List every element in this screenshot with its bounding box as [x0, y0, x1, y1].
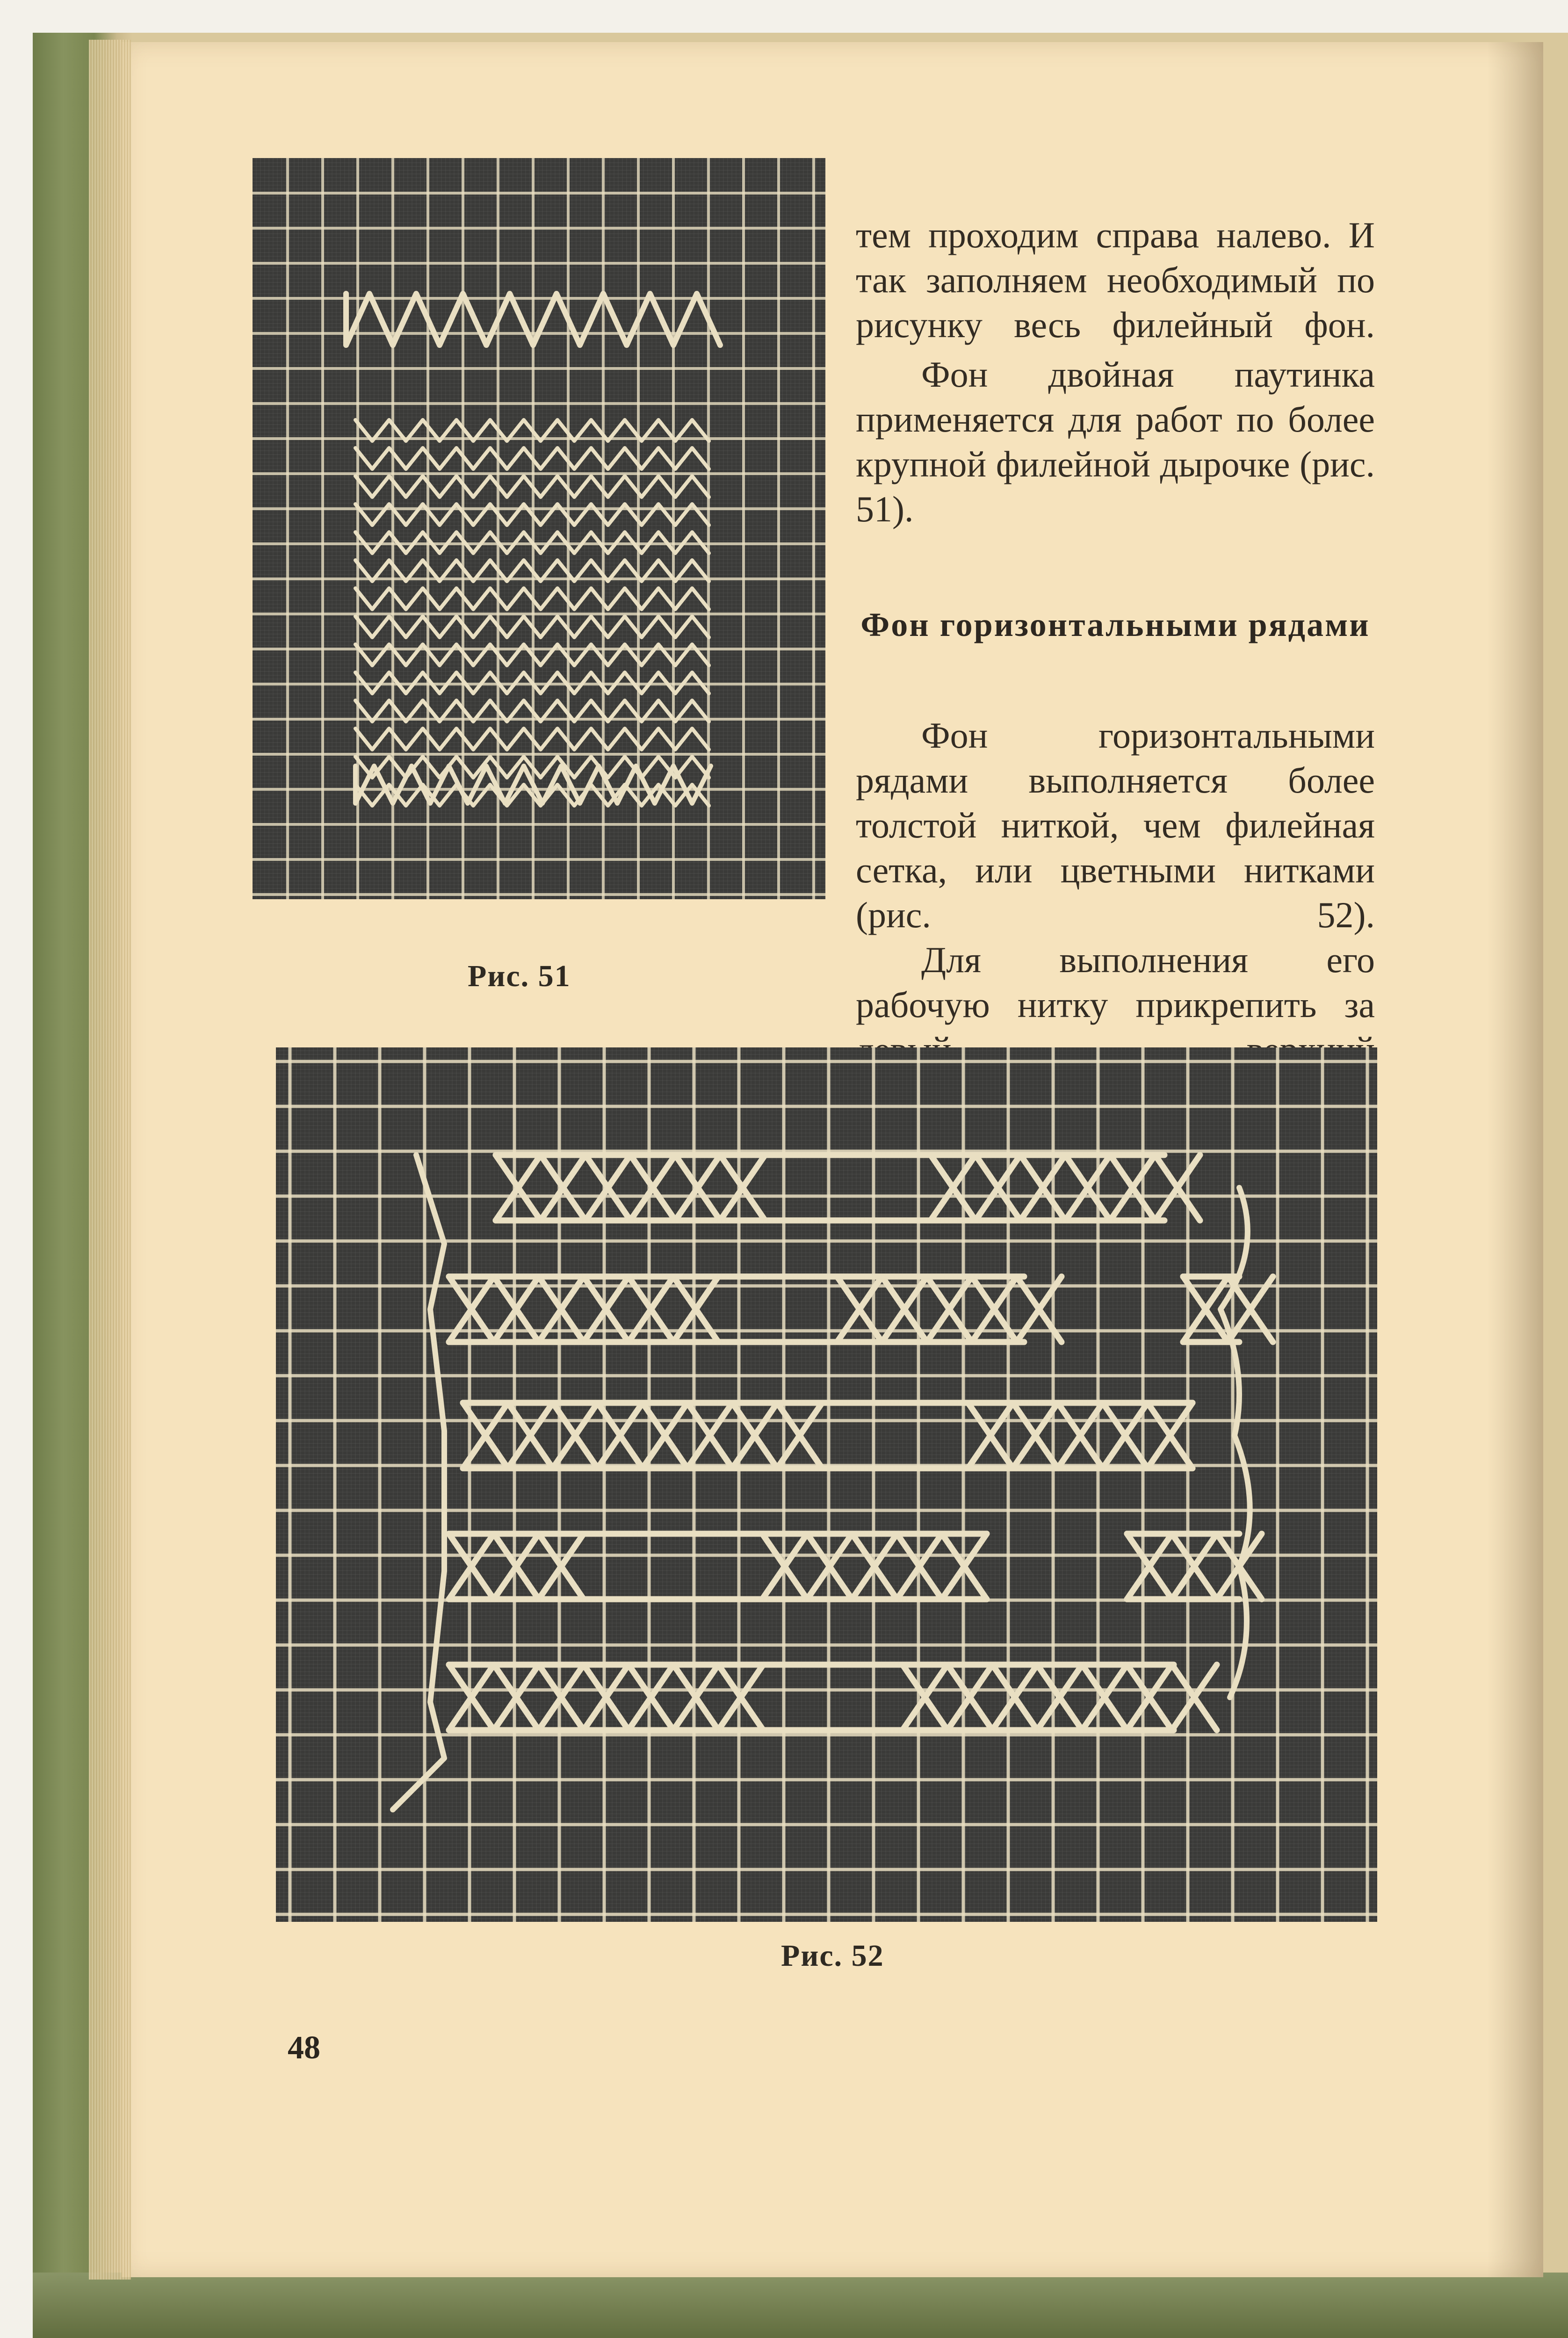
paragraph-3: Фон горизонтальными рядами выполняется более толстой ниткой, чем филейная сетка, или цветными нитками (рис. 52). — [856, 715, 1375, 935]
page-number: 48 — [288, 2030, 320, 2066]
figure-51-caption: Рис. 51 — [468, 959, 571, 993]
figure-51-drawing — [253, 158, 825, 899]
text-column — [856, 213, 1375, 1072]
figure-52-horizontal-rows-mesh — [276, 1047, 1377, 1922]
figure-52-drawing — [276, 1047, 1377, 1922]
paragraph-4: Для выполнения его рабочую нитку прикрепить за — [856, 939, 1375, 1025]
paragraph-2: Фон двойная паутинка применяется для работ по более крупной филейной дырочке (рис. 51). — [856, 354, 1375, 529]
figure-51-double-web-mesh — [253, 158, 825, 899]
book-cover-bottom-edge — [33, 2273, 1568, 2338]
section-heading: Фон горизонтальными рядами — [860, 606, 1370, 643]
straight-row-thread — [748, 1665, 903, 1730]
page-gutter-shadow — [1487, 42, 1543, 2277]
straight-row-thread — [762, 1155, 931, 1220]
connecting-thread — [393, 1155, 444, 1810]
connecting-thread-right — [1221, 1188, 1250, 1697]
page-edges — [89, 40, 131, 2280]
straight-row-thread — [800, 1403, 968, 1468]
figure-52-caption: Рис. 52 — [781, 1939, 884, 1973]
paragraph-1: тем проходим справа налево. И так заполняем необходимый по рисунку весь филейный фон. — [856, 215, 1375, 345]
